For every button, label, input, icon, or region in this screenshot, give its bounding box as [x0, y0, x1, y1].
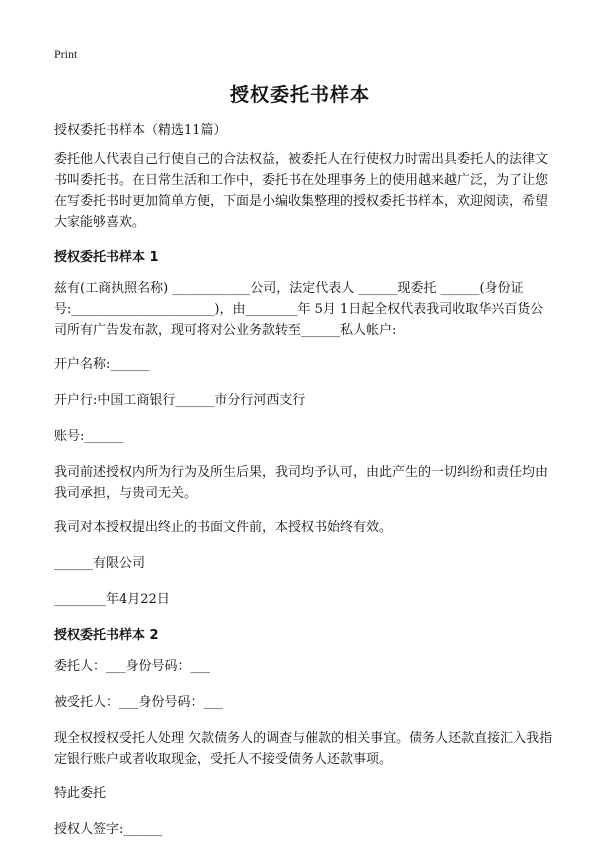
sample2-special-note: 特此委托: [54, 786, 107, 801]
document-subtitle: 授权委托书样本（精选11篇）: [54, 123, 227, 138]
sample2-signature: 授权人签字:______: [54, 822, 163, 837]
sample1-bank: 开户行:中国工商银行______市分行河西支行: [54, 393, 306, 408]
sample1-account-number: 账号:______: [54, 429, 124, 444]
sample1-account-name: 开户名称:______: [54, 357, 150, 372]
print-link[interactable]: Print: [54, 47, 78, 61]
sample2-authorization-paragraph: 现全权授权受托人处理 欠款债务人的调查与催款的相关事宜。债务人还款直接汇入我指定银行账户或者收取现金，受托人不接受债务人还款事项。: [54, 731, 553, 767]
sample1-date: ________年4月22日: [54, 592, 170, 607]
sample2-agent: 被受托人：___身份号码：___: [54, 695, 224, 710]
page-title: 授权委托书样本: [229, 84, 370, 106]
intro-paragraph: 委托他人代表自己行使自己的合法权益，被委托人在行使权力时需出具委托人的法律文书叫委托书。在日常生活和工作中，委托书在处理事务上的使用越来越广泛，为了让您在写委托书时更加简单方便，下面是小编收集整理的授权委托书样本，欢迎阅读，希望大家能够喜欢。: [54, 152, 549, 230]
sample2-heading: 授权委托书样本 2: [54, 628, 159, 643]
sample1-company: ______有限公司: [54, 556, 146, 571]
sample1-validity-paragraph: 我司对本授权提出终止的书面文件前，本授权书始终有效。: [54, 520, 393, 535]
document-body: [54, 120, 554, 855]
sample1-heading: 授权委托书样本 1: [54, 250, 159, 265]
sample1-authorization-paragraph: 兹有(工商执照名称) ____________公司，法定代表人 ______现委托 ______(身份证号:______________________)，由________年 5月 1日起全权代表我司收取华兴百货公司所有广告发布款，现可将对公业务款转至______私人帐户:: [54, 281, 544, 338]
sample1-liability-paragraph: 我司前述授权内所为行为及所生后果，我司均予认可，由此产生的一切纠纷和责任均由我司承担，与贵司无关。: [54, 465, 549, 501]
sample2-principal: 委托人：___身份号码：___: [54, 659, 211, 674]
